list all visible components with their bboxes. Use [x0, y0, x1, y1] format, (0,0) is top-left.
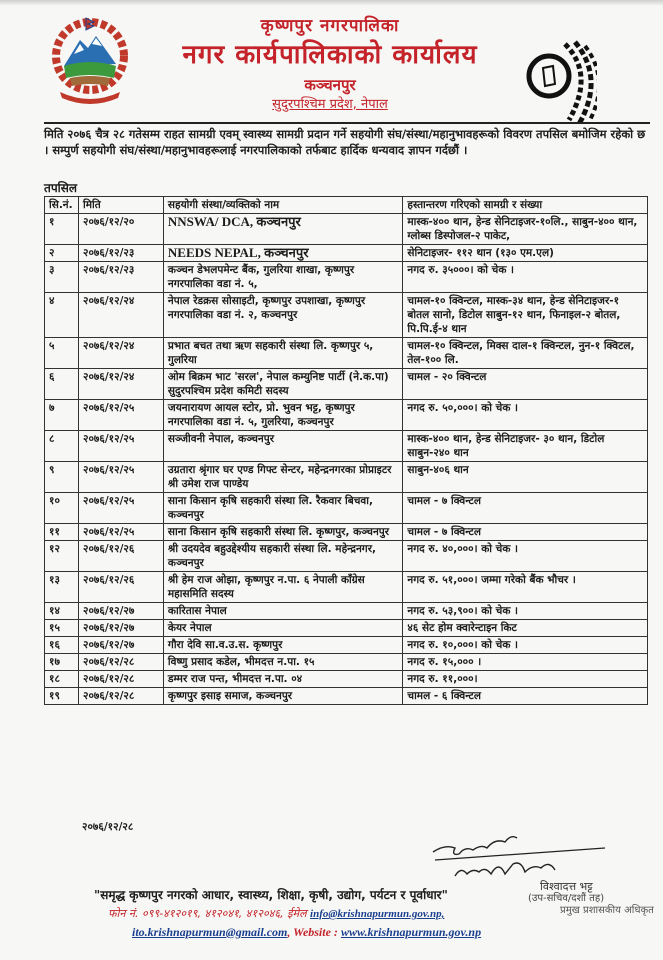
- table-row: [45, 620, 648, 637]
- website-label: , Website :: [287, 925, 338, 939]
- footer-web: [132, 925, 481, 940]
- cell-name: जयनारायण आयल स्टोर, प्रो. भुवन भट्ट, कृष्णपुर नगरपालिका वडा नं. ५, गुलरिया, कञ्चनपुर: [163, 400, 403, 431]
- table-row: [45, 671, 648, 688]
- footer-date: २०७६/१२/२८: [82, 821, 134, 833]
- tapsil-heading: तपसिल: [44, 181, 78, 195]
- scan-shadow: [0, 0, 663, 6]
- cell-date: २०७६/१२/२०: [78, 214, 163, 245]
- cell-items: नगद रु. ५१,०००। जम्मा गरेको बैंक भौचर ।: [403, 572, 648, 603]
- nepal-emblem-icon: [50, 14, 130, 106]
- table-row: [45, 462, 648, 493]
- cell-date: २०७६/१२/२५: [78, 493, 163, 524]
- phone-label: फोन नं. ०९९-४१२०१९, ४१२०४१, ४१२०४६, ईमेल: [108, 907, 307, 920]
- header-sn: सि.नं.: [45, 197, 79, 214]
- cell-name: NNSWA/ DCA, कञ्चनपुर: [163, 214, 403, 245]
- cell-sn: १३: [45, 572, 79, 603]
- cell-items: चामल - २० क्विन्टल: [403, 369, 648, 400]
- table-row: [45, 369, 648, 400]
- table-row: [45, 637, 648, 654]
- header-divider: [44, 122, 650, 124]
- cell-sn: ३: [45, 262, 79, 293]
- cell-name: श्री उदयदेव बहुउद्देश्यीय सहकारी संस्था लि. महेन्द्रनगर, कञ्चनपुर: [163, 541, 403, 572]
- intro-paragraph: मिति २०७६ चैत्र २८ गतेसम्म राहत सामग्री एवम् स्वास्थ्य सामग्री प्रदान गर्ने सहयोगी संघ/संस्था/महानुभावहरूको विवरण तपसिल बमोजिम रहेको छ । सम्पुर्ण सहयोगी संघ/संस्था/महानुभावहरूलाई नगरपालिकाको तर्फबाट हार्दिक धन्यवाद ज्ञापन गर्दछौं ।: [44, 127, 646, 157]
- cell-name: कारितास नेपाल: [163, 603, 403, 620]
- district-name: कञ्चनपुर: [304, 76, 356, 94]
- cell-items: चामल - ७ क्विन्टल: [403, 524, 648, 541]
- cell-sn: ७: [45, 400, 79, 431]
- cell-date: २०७६/१२/२५: [78, 462, 163, 493]
- cell-name: कञ्चन डेभलपमेन्ट बैंक, गुलरिया शाखा, कृष्णपुर नगरपालिका वडा नं. ५,: [163, 262, 403, 293]
- cell-date: २०७६/१२/२३: [78, 262, 163, 293]
- footer-contact: [108, 906, 444, 921]
- cell-name: NEEDS NEPAL, कञ्चनपुर: [163, 245, 403, 262]
- website-link[interactable]: www.krishnapurmun.gov.np: [340, 925, 482, 939]
- cell-name: कृष्णपुर इसाइ समाज, कञ्चनपुर: [163, 688, 403, 705]
- cell-sn: ११: [45, 524, 79, 541]
- cell-items: साबुन-४०६ थान: [403, 462, 648, 493]
- cell-items: नगद रु. ३५०००। को चेक ।: [403, 262, 648, 293]
- cell-date: २०७६/१२/२३: [78, 245, 163, 262]
- header-items: हस्तान्तरण गरिएको सामग्री र संख्या: [403, 197, 648, 214]
- cell-date: २०७६/१२/२५: [78, 400, 163, 431]
- cell-date: २०७६/१२/२८: [78, 654, 163, 671]
- cell-name: साना किसान कृषि सहकारी संस्था लि. कृष्णपुर, कञ्चनपुर: [163, 524, 403, 541]
- cell-sn: २: [45, 245, 79, 262]
- cell-date: २०७६/१२/२६: [78, 572, 163, 603]
- cell-items: नगद रु. १०,०००। को चेक ।: [403, 637, 648, 654]
- cell-items: नगद रु. ५०,०००। को चेक ।: [403, 400, 648, 431]
- cell-name: उग्रतारा श्रृंगार घर एण्ड गिफ्ट सेन्टर, महेन्द्रनगरका प्रोप्राइटर श्री उमेश राज पाण्डेय: [163, 462, 403, 493]
- cell-date: २०७६/१२/२४: [78, 338, 163, 369]
- cell-items: चामल - ६ क्विन्टल: [403, 688, 648, 705]
- cell-items: मास्क-४०० थान, हेन्ड सेनिटाइजर- ३० थान, डिटोल साबुन-२४० थान: [403, 431, 648, 462]
- cell-sn: १५: [45, 620, 79, 637]
- signatory-title: (उप-सचिव/दशौं तह): [528, 893, 605, 904]
- table-row: [45, 493, 648, 524]
- office-name: नगर कार्यपालिकाको कार्यालय: [182, 40, 478, 70]
- cell-sn: १९: [45, 688, 79, 705]
- cell-name: विष्णु प्रसाद कडेल, भीमदत्त न.पा. १५: [163, 654, 403, 671]
- cell-date: २०७६/१२/२७: [78, 637, 163, 654]
- cell-items: सेनिटाइजर- ११२ थान (१३० एम.एल): [403, 245, 648, 262]
- cell-items: ४६ सेट होम क्वारेन्टाइन किट: [403, 620, 648, 637]
- handwritten-signature-icon: [425, 830, 615, 885]
- cell-date: २०७६/१२/२५: [78, 524, 163, 541]
- province-name: सुदुरपश्चिम प्रदेश, नेपाल: [272, 97, 388, 112]
- cell-sn: १२: [45, 541, 79, 572]
- cell-date: २०७६/१२/२७: [78, 603, 163, 620]
- cell-items: मास्क-४०० थान, हेन्ड सेनिटाइजर-१०लि., साबुन-४०० थान, ग्लोब्स डिस्पोजल-२ पाकेट,: [403, 214, 648, 245]
- cell-items: नगद रु. ५३,९००। को चेक ।: [403, 603, 648, 620]
- table-row: [45, 688, 648, 705]
- email-link-ito[interactable]: ito.krishnapurmun@gmail.com: [132, 925, 288, 939]
- cell-items: चामल - ७ क्विन्टल: [403, 493, 648, 524]
- cell-sn: १०: [45, 493, 79, 524]
- cell-items: नगद रु. ४०,०००। को चेक ।: [403, 541, 648, 572]
- cell-sn: १८: [45, 671, 79, 688]
- cell-sn: १६: [45, 637, 79, 654]
- municipality-name: कृष्णपुर नगरपालिका: [260, 16, 400, 36]
- cell-name: ओम बिक्रम भाट 'सरल', नेपाल कम्युनिष्ट पार्टी (ने.क.पा) सुदुरपश्चिम प्रदेश कमिटी सदस्य: [163, 369, 403, 400]
- table-row: [45, 400, 648, 431]
- cell-sn: १: [45, 214, 79, 245]
- donation-table: [44, 196, 648, 705]
- table-row: [45, 338, 648, 369]
- cell-date: २०७६/१२/२४: [78, 369, 163, 400]
- table-row: [45, 572, 648, 603]
- cell-name: साना किसान कृषि सहकारी संस्था लि. रैकवार बिचवा, कञ्चनपुर: [163, 493, 403, 524]
- cell-sn: ६: [45, 369, 79, 400]
- cell-sn: ४: [45, 293, 79, 338]
- cell-name: श्री हेम राज ओझा, कृष्णपुर न.पा. ६ नेपाली काँग्रेस महासमिति सदस्य: [163, 572, 403, 603]
- cell-date: २०७६/१२/२६: [78, 541, 163, 572]
- table-row: [45, 603, 648, 620]
- cell-items: नगद रु. १५,००० ।: [403, 654, 648, 671]
- cell-items: चामल-१० क्विन्टल, मिक्स दाल-१ क्विन्टल, नुन-१ क्विटल, तेल-१०० लि.: [403, 338, 648, 369]
- table-row: [45, 245, 648, 262]
- table-row: [45, 214, 648, 245]
- table-row: [45, 262, 648, 293]
- cell-items: नगद रु. ११,०००।: [403, 671, 648, 688]
- header-name: सहयोगी संस्था/व्यक्तिको नाम: [163, 197, 403, 214]
- signatory-name: विश्वादत्त भट्ट: [540, 880, 593, 893]
- letterhead: [160, 14, 500, 114]
- cell-name: डम्मर राज पन्त, भीमदत्त न.पा. ०४: [163, 671, 403, 688]
- email-link-info[interactable]: info@krishnapurmun.gov.np,: [310, 908, 445, 920]
- office-seal-icon: [525, 38, 597, 126]
- cell-date: २०७६/१२/२८: [78, 688, 163, 705]
- footer-slogan: "समृद्ध कृष्णपुर नगरको आधार, स्वास्थ्य, शिक्षा, कृषी, उद्योग, पर्यटन र पूर्वाधार": [94, 888, 448, 902]
- cell-sn: ९: [45, 462, 79, 493]
- table-row: [45, 541, 648, 572]
- table-row: [45, 293, 648, 338]
- cell-date: २०७६/१२/२४: [78, 293, 163, 338]
- table-row: [45, 654, 648, 671]
- cell-sn: ८: [45, 431, 79, 462]
- cell-sn: १७: [45, 654, 79, 671]
- signatory-office: प्रमुख प्रशासकीय अधिकृत: [560, 905, 654, 916]
- cell-name: नेपाल रेडक्रस सोसाइटी, कृष्णपुर उपशाखा, कृष्णपुर नगरपालिका वडा नं. २, कञ्चनपुर: [163, 293, 403, 338]
- table-row: [45, 524, 648, 541]
- cell-date: २०७६/१२/२५: [78, 431, 163, 462]
- cell-date: २०७६/१२/२७: [78, 620, 163, 637]
- cell-date: २०७६/१२/२८: [78, 671, 163, 688]
- table-row: [45, 431, 648, 462]
- cell-name: गौरा देवि सा.व.उ.स. कृष्णपुर: [163, 637, 403, 654]
- cell-name: केयर नेपाल: [163, 620, 403, 637]
- header-date: मिति: [78, 197, 163, 214]
- cell-items: चामल-१० क्विन्टल, मास्क-३४ थान, हेन्ड सेनिटाइजर-१ बोतल सानो, डिटोल साबुन-१२ थान, फिनाइल-२ बोतल, पि.पि.ई-४ थान: [403, 293, 648, 338]
- cell-name: सञ्जीवनी नेपाल, कञ्चनपुर: [163, 431, 403, 462]
- cell-sn: ५: [45, 338, 79, 369]
- table-header-row: [45, 197, 648, 214]
- cell-sn: १४: [45, 603, 79, 620]
- cell-name: प्रभात बचत तथा ऋण सहकारी संस्था लि. कृष्णपुर ५, गुलरिया: [163, 338, 403, 369]
